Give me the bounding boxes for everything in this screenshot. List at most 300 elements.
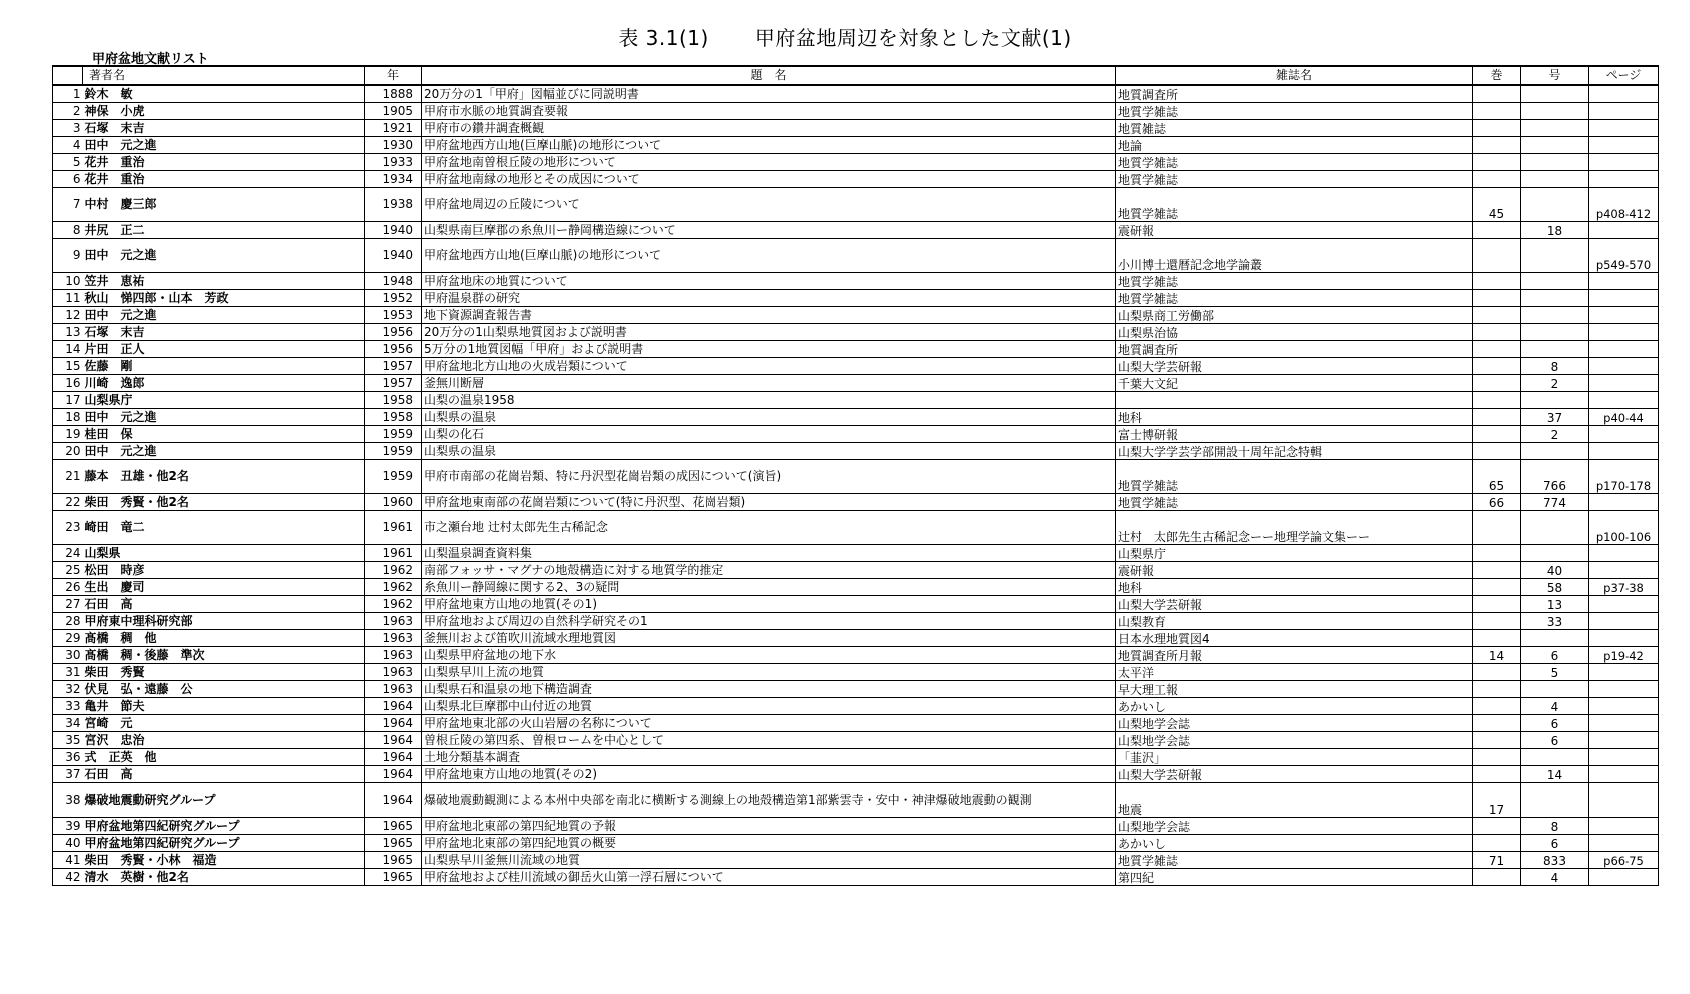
table-row — [53, 460, 1659, 494]
pages-cell — [1589, 835, 1659, 852]
title-cell: 甲府盆地東北部の火山岩層の名称について — [422, 715, 1116, 732]
issue-cell: 33 — [1521, 613, 1589, 630]
row-number: 41 — [53, 852, 83, 869]
table-row — [53, 85, 1659, 103]
row-number: 35 — [53, 732, 83, 749]
volume-cell — [1473, 869, 1521, 886]
title-cell: 南部フォッサ・マグナの地殻構造に対する地質学的推定 — [422, 562, 1116, 579]
table-row — [53, 766, 1659, 783]
row-number: 5 — [53, 154, 83, 171]
pages-cell — [1589, 715, 1659, 732]
author-cell: 爆破地震動研究グループ — [83, 783, 365, 818]
volume-cell — [1473, 409, 1521, 426]
author-cell: 川崎 逸郎 — [83, 375, 365, 392]
issue-cell — [1521, 324, 1589, 341]
volume-cell — [1473, 239, 1521, 273]
row-number: 21 — [53, 460, 83, 494]
journal-cell: 地質学雑誌 — [1116, 154, 1473, 171]
title-cell: 甲府盆地および周辺の自然科学研究その1 — [422, 613, 1116, 630]
journal-cell: 山梨地学会誌 — [1116, 715, 1473, 732]
journal-cell: 「韮沢」 — [1116, 749, 1473, 766]
author-cell: 田中 元之進 — [83, 443, 365, 460]
issue-cell: 5 — [1521, 664, 1589, 681]
table-row — [53, 715, 1659, 732]
year-cell: 1965 — [365, 869, 422, 886]
table-row — [53, 579, 1659, 596]
title-cell: 甲府盆地東方山地の地質(その1) — [422, 596, 1116, 613]
issue-cell — [1521, 103, 1589, 120]
row-number: 2 — [53, 103, 83, 120]
title-cell: 甲府盆地南曽根丘陵の地形について — [422, 154, 1116, 171]
table-row — [53, 426, 1659, 443]
pages-cell — [1589, 443, 1659, 460]
volume-cell — [1473, 307, 1521, 324]
issue-cell — [1521, 85, 1589, 103]
year-cell: 1933 — [365, 154, 422, 171]
author-cell: 柴田 秀賢・他2名 — [83, 494, 365, 511]
table-row — [53, 171, 1659, 188]
volume-cell — [1473, 324, 1521, 341]
pages-cell — [1589, 375, 1659, 392]
pages-cell: p66-75 — [1589, 852, 1659, 869]
author-cell: 松田 時彦 — [83, 562, 365, 579]
journal-cell: 辻村 太郎先生古稀記念ーー地理学論文集ーー — [1116, 511, 1473, 545]
issue-cell — [1521, 137, 1589, 154]
journal-cell: 地質調査所月報 — [1116, 647, 1473, 664]
volume-cell — [1473, 681, 1521, 698]
row-number: 28 — [53, 613, 83, 630]
year-cell: 1948 — [365, 273, 422, 290]
pages-cell — [1589, 562, 1659, 579]
table-row — [53, 596, 1659, 613]
table-caption: 甲府盆地周辺を対象とした文献(1) — [754, 26, 1072, 50]
volume-cell — [1473, 341, 1521, 358]
year-cell: 1964 — [365, 715, 422, 732]
author-cell: 式 正英 他 — [83, 749, 365, 766]
row-number: 23 — [53, 511, 83, 545]
header-row — [53, 66, 1659, 85]
journal-cell: 山梨地学会誌 — [1116, 818, 1473, 835]
issue-cell: 766 — [1521, 460, 1589, 494]
table-row — [53, 409, 1659, 426]
author-cell: 田中 元之進 — [83, 307, 365, 324]
table-row — [53, 869, 1659, 886]
volume-cell — [1473, 732, 1521, 749]
year-cell: 1930 — [365, 137, 422, 154]
pages-cell — [1589, 732, 1659, 749]
pages-cell — [1589, 137, 1659, 154]
table-row — [53, 137, 1659, 154]
title-cell: 5万分の1地質図幅「甲府」および説明書 — [422, 341, 1116, 358]
year-cell: 1964 — [365, 698, 422, 715]
volume-cell — [1473, 766, 1521, 783]
pages-cell — [1589, 171, 1659, 188]
journal-cell: 山梨教育 — [1116, 613, 1473, 630]
volume-cell: 65 — [1473, 460, 1521, 494]
year-cell: 1957 — [365, 358, 422, 375]
issue-cell — [1521, 154, 1589, 171]
pages-cell — [1589, 324, 1659, 341]
journal-cell: 山梨大学学芸学部開設十周年記念特輯 — [1116, 443, 1473, 460]
table-row — [53, 188, 1659, 222]
volume-cell — [1473, 511, 1521, 545]
issue-cell — [1521, 443, 1589, 460]
title-cell: 山梨の温泉1958 — [422, 392, 1116, 409]
title-cell: 地下資源調査報告書 — [422, 307, 1116, 324]
author-cell: 田中 元之進 — [83, 137, 365, 154]
row-number: 17 — [53, 392, 83, 409]
year-cell: 1958 — [365, 392, 422, 409]
author-cell: 甲府東中理科研究部 — [83, 613, 365, 630]
title-cell: 甲府盆地北方山地の火成岩類について — [422, 358, 1116, 375]
volume-cell — [1473, 545, 1521, 562]
journal-cell: 地質調査所 — [1116, 341, 1473, 358]
author-cell: 石塚 末吉 — [83, 120, 365, 137]
pages-cell — [1589, 681, 1659, 698]
author-cell: 藤本 丑雄・他2名 — [83, 460, 365, 494]
issue-cell: 18 — [1521, 222, 1589, 239]
volume-cell — [1473, 749, 1521, 766]
year-cell: 1953 — [365, 307, 422, 324]
author-cell: 花井 重治 — [83, 171, 365, 188]
row-number: 1 — [53, 85, 83, 103]
title-cell: 甲府盆地北東部の第四紀地質の概要 — [422, 835, 1116, 852]
title-cell: 山梨温泉調査資料集 — [422, 545, 1116, 562]
author-cell: 田中 元之進 — [83, 239, 365, 273]
table-row — [53, 835, 1659, 852]
year-cell: 1961 — [365, 511, 422, 545]
pages-cell — [1589, 613, 1659, 630]
title-cell: 20万分の1山梨県地質図および説明書 — [422, 324, 1116, 341]
row-number: 11 — [53, 290, 83, 307]
row-number: 18 — [53, 409, 83, 426]
author-cell: 秋山 悌四郎・山本 芳政 — [83, 290, 365, 307]
table-row — [53, 392, 1659, 409]
pages-cell: p19-42 — [1589, 647, 1659, 664]
table-row — [53, 222, 1659, 239]
pages-cell — [1589, 494, 1659, 511]
journal-cell: 山梨大学芸研報 — [1116, 766, 1473, 783]
title-cell: 糸魚川ー静岡線に関する2、3の疑問 — [422, 579, 1116, 596]
volume-cell — [1473, 426, 1521, 443]
title-cell: 甲府盆地北東部の第四紀地質の予報 — [422, 818, 1116, 835]
volume-cell — [1473, 85, 1521, 103]
author-cell: 宮沢 忠治 — [83, 732, 365, 749]
journal-cell: 地質学雑誌 — [1116, 290, 1473, 307]
issue-cell: 774 — [1521, 494, 1589, 511]
row-number: 9 — [53, 239, 83, 273]
journal-cell: 山梨大学芸研報 — [1116, 596, 1473, 613]
title-cell: 甲府市南部の花崗岩類、特に丹沢型花崗岩類の成因について(演旨) — [422, 460, 1116, 494]
pages-cell — [1589, 630, 1659, 647]
pages-cell — [1589, 426, 1659, 443]
year-cell: 1952 — [365, 290, 422, 307]
journal-cell: 震研報 — [1116, 222, 1473, 239]
journal-cell: 山梨県治協 — [1116, 324, 1473, 341]
journal-cell: 地質学雑誌 — [1116, 273, 1473, 290]
year-cell: 1960 — [365, 494, 422, 511]
issue-cell: 2 — [1521, 375, 1589, 392]
volume-cell — [1473, 137, 1521, 154]
page-title — [0, 22, 1690, 51]
year-cell: 1961 — [365, 545, 422, 562]
table-row — [53, 698, 1659, 715]
title-cell: 山梨の化石 — [422, 426, 1116, 443]
volume-cell: 45 — [1473, 188, 1521, 222]
author-cell: 鈴木 敏 — [83, 85, 365, 103]
title-cell: 甲府市水脈の地質調査要報 — [422, 103, 1116, 120]
volume-cell — [1473, 630, 1521, 647]
author-cell: 生出 慶司 — [83, 579, 365, 596]
table-row — [53, 290, 1659, 307]
table-row — [53, 664, 1659, 681]
table-body — [53, 85, 1659, 886]
pages-cell — [1589, 818, 1659, 835]
row-number: 32 — [53, 681, 83, 698]
year-cell: 1963 — [365, 630, 422, 647]
header-journal: 雑誌名 — [1116, 66, 1473, 85]
title-cell: 山梨県北巨摩郡中山付近の地質 — [422, 698, 1116, 715]
table-row — [53, 749, 1659, 766]
author-cell: 石田 高 — [83, 596, 365, 613]
author-cell: 山梨県 — [83, 545, 365, 562]
author-cell: 柴田 秀賢 — [83, 664, 365, 681]
year-cell: 1921 — [365, 120, 422, 137]
row-number: 12 — [53, 307, 83, 324]
author-cell: 亀井 節夫 — [83, 698, 365, 715]
author-cell: 宮崎 元 — [83, 715, 365, 732]
row-number: 6 — [53, 171, 83, 188]
year-cell: 1962 — [365, 596, 422, 613]
row-number: 42 — [53, 869, 83, 886]
table-row — [53, 239, 1659, 273]
issue-cell: 2 — [1521, 426, 1589, 443]
table-row — [53, 120, 1659, 137]
year-cell: 1964 — [365, 766, 422, 783]
pages-cell: p549-570 — [1589, 239, 1659, 273]
year-cell: 1959 — [365, 426, 422, 443]
author-cell: 桂田 保 — [83, 426, 365, 443]
author-cell: 清水 英樹・他2名 — [83, 869, 365, 886]
volume-cell — [1473, 103, 1521, 120]
journal-cell: 地震 — [1116, 783, 1473, 818]
issue-cell: 14 — [1521, 766, 1589, 783]
title-cell: 山梨県の温泉 — [422, 409, 1116, 426]
row-number: 24 — [53, 545, 83, 562]
pages-cell — [1589, 103, 1659, 120]
title-cell: 爆破地震動観測による本州中央部を南北に横断する測線上の地殻構造第1部紫雲寺・安中・神津爆破地震動の観測 — [422, 783, 1116, 818]
volume-cell — [1473, 290, 1521, 307]
pages-cell — [1589, 392, 1659, 409]
author-cell: 崎田 竜二 — [83, 511, 365, 545]
author-cell: 甲府盆地第四紀研究グループ — [83, 835, 365, 852]
issue-cell: 40 — [1521, 562, 1589, 579]
header-author: 著者名 — [83, 66, 365, 85]
author-cell: 花井 重治 — [83, 154, 365, 171]
journal-cell: 早大理工報 — [1116, 681, 1473, 698]
table-row — [53, 852, 1659, 869]
year-cell: 1905 — [365, 103, 422, 120]
year-cell: 1956 — [365, 324, 422, 341]
volume-cell — [1473, 664, 1521, 681]
year-cell: 1963 — [365, 681, 422, 698]
journal-cell: 地質雑誌 — [1116, 120, 1473, 137]
pages-cell — [1589, 749, 1659, 766]
table-row — [53, 818, 1659, 835]
pages-cell: p408-412 — [1589, 188, 1659, 222]
year-cell: 1940 — [365, 239, 422, 273]
year-cell: 1958 — [365, 409, 422, 426]
author-cell: 田中 元之進 — [83, 409, 365, 426]
row-number: 30 — [53, 647, 83, 664]
title-cell: 山梨県の温泉 — [422, 443, 1116, 460]
header-year: 年 — [365, 66, 422, 85]
table-row — [53, 562, 1659, 579]
journal-cell: 第四紀 — [1116, 869, 1473, 886]
year-cell: 1963 — [365, 664, 422, 681]
table-row — [53, 341, 1659, 358]
author-cell: 中村 慶三郎 — [83, 188, 365, 222]
issue-cell: 6 — [1521, 647, 1589, 664]
volume-cell — [1473, 835, 1521, 852]
title-cell: 甲府盆地南縁の地形とその成因について — [422, 171, 1116, 188]
volume-cell — [1473, 154, 1521, 171]
journal-cell: 千葉大文紀 — [1116, 375, 1473, 392]
volume-cell — [1473, 596, 1521, 613]
title-cell: 甲府盆地東方山地の地質(その2) — [422, 766, 1116, 783]
title-cell: 甲府盆地周辺の丘陵について — [422, 188, 1116, 222]
header-title: 題 名 — [422, 66, 1116, 85]
journal-cell: あかいし — [1116, 698, 1473, 715]
row-number: 14 — [53, 341, 83, 358]
journal-cell: 富士博研報 — [1116, 426, 1473, 443]
pages-cell — [1589, 307, 1659, 324]
author-cell: 髙橋 稠 他 — [83, 630, 365, 647]
author-cell: 伏見 弘・遠藤 公 — [83, 681, 365, 698]
table-row — [53, 358, 1659, 375]
pages-cell — [1589, 341, 1659, 358]
issue-cell — [1521, 188, 1589, 222]
pages-cell — [1589, 222, 1659, 239]
year-cell: 1964 — [365, 749, 422, 766]
journal-cell: 地質学雑誌 — [1116, 460, 1473, 494]
issue-cell — [1521, 120, 1589, 137]
volume-cell: 71 — [1473, 852, 1521, 869]
header-issue: 号 — [1521, 66, 1589, 85]
year-cell: 1962 — [365, 562, 422, 579]
journal-cell — [1116, 392, 1473, 409]
journal-cell: 山梨県商工労働部 — [1116, 307, 1473, 324]
volume-cell — [1473, 120, 1521, 137]
row-number: 19 — [53, 426, 83, 443]
header-no — [53, 66, 83, 85]
issue-cell: 4 — [1521, 698, 1589, 715]
table-row — [53, 732, 1659, 749]
issue-cell — [1521, 273, 1589, 290]
volume-cell — [1473, 443, 1521, 460]
row-number: 20 — [53, 443, 83, 460]
volume-cell — [1473, 715, 1521, 732]
issue-cell: 13 — [1521, 596, 1589, 613]
issue-cell: 833 — [1521, 852, 1589, 869]
issue-cell — [1521, 171, 1589, 188]
year-cell: 1957 — [365, 375, 422, 392]
pages-cell — [1589, 358, 1659, 375]
volume-cell: 17 — [1473, 783, 1521, 818]
table-row — [53, 375, 1659, 392]
table-row — [53, 647, 1659, 664]
year-cell: 1965 — [365, 818, 422, 835]
pages-cell — [1589, 869, 1659, 886]
row-number: 25 — [53, 562, 83, 579]
journal-cell: 山梨県庁 — [1116, 545, 1473, 562]
issue-cell — [1521, 290, 1589, 307]
author-cell: 石田 高 — [83, 766, 365, 783]
title-cell: 釜無川断層 — [422, 375, 1116, 392]
year-cell: 1959 — [365, 443, 422, 460]
issue-cell: 8 — [1521, 818, 1589, 835]
table-row — [53, 630, 1659, 647]
journal-cell: 地論 — [1116, 137, 1473, 154]
title-cell: 山梨県早川釜無川流域の地質 — [422, 852, 1116, 869]
table-row — [53, 494, 1659, 511]
pages-cell — [1589, 85, 1659, 103]
issue-cell: 6 — [1521, 835, 1589, 852]
pages-cell — [1589, 783, 1659, 818]
journal-cell: 地質学雑誌 — [1116, 188, 1473, 222]
title-cell: 土地分類基本調査 — [422, 749, 1116, 766]
journal-cell: 地質調査所 — [1116, 85, 1473, 103]
author-cell: 髙橋 稠・後藤 準次 — [83, 647, 365, 664]
volume-cell — [1473, 613, 1521, 630]
row-number: 31 — [53, 664, 83, 681]
pages-cell — [1589, 290, 1659, 307]
title-cell: 曽根丘陵の第四系、曽根ロームを中心として — [422, 732, 1116, 749]
pages-cell — [1589, 545, 1659, 562]
issue-cell: 37 — [1521, 409, 1589, 426]
year-cell: 1964 — [365, 783, 422, 818]
title-cell: 山梨県甲府盆地の地下水 — [422, 647, 1116, 664]
volume-cell — [1473, 579, 1521, 596]
table-row — [53, 103, 1659, 120]
journal-cell: 太平洋 — [1116, 664, 1473, 681]
volume-cell — [1473, 698, 1521, 715]
year-cell: 1964 — [365, 732, 422, 749]
issue-cell — [1521, 749, 1589, 766]
table-row — [53, 273, 1659, 290]
title-cell: 20万分の1「甲府」図幅並びに同説明書 — [422, 85, 1116, 103]
list-title: 甲府盆地文献リスト — [92, 52, 209, 67]
journal-cell: 地科 — [1116, 409, 1473, 426]
journal-cell: 地科 — [1116, 579, 1473, 596]
pages-cell — [1589, 120, 1659, 137]
issue-cell — [1521, 239, 1589, 273]
title-cell: 山梨県南巨摩郡の糸魚川ー静岡構造線について — [422, 222, 1116, 239]
volume-cell — [1473, 562, 1521, 579]
table-row — [53, 154, 1659, 171]
volume-cell — [1473, 171, 1521, 188]
year-cell: 1959 — [365, 460, 422, 494]
year-cell: 1963 — [365, 647, 422, 664]
author-cell: 神保 小虎 — [83, 103, 365, 120]
issue-cell — [1521, 681, 1589, 698]
volume-cell — [1473, 392, 1521, 409]
pages-cell: p100-106 — [1589, 511, 1659, 545]
volume-cell — [1473, 375, 1521, 392]
pages-cell — [1589, 154, 1659, 171]
year-cell: 1963 — [365, 613, 422, 630]
issue-cell — [1521, 545, 1589, 562]
